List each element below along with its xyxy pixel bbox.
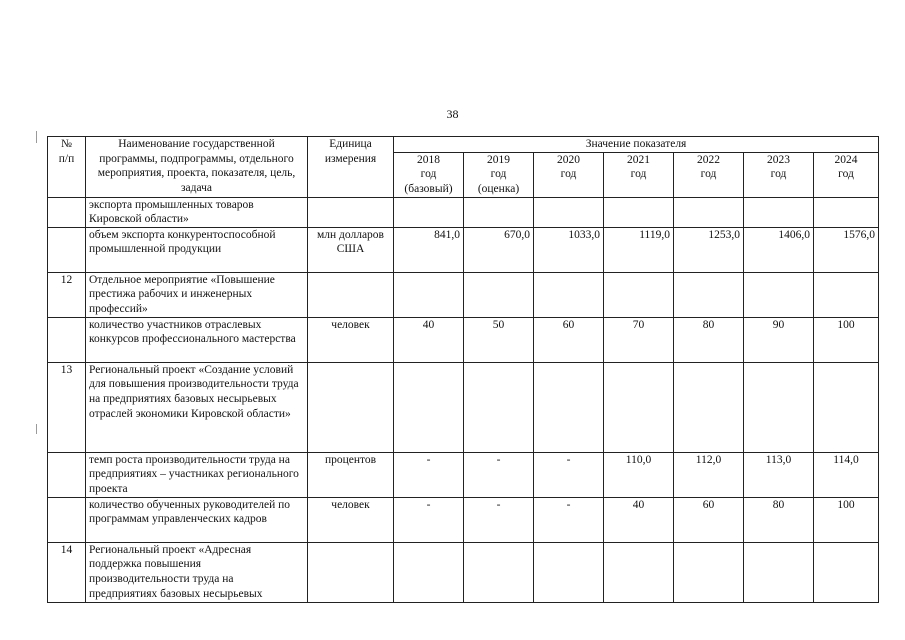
row-value: 80 [744, 497, 814, 542]
table-row [48, 272, 879, 317]
margin-mark [36, 131, 37, 143]
row-value [604, 197, 674, 227]
row-value [814, 542, 879, 602]
row-unit: млн долларов США [308, 227, 394, 272]
row-value: - [464, 497, 534, 542]
row-value [744, 272, 814, 317]
row-value [814, 362, 879, 452]
header-row [48, 137, 879, 153]
row-value [814, 272, 879, 317]
row-value: 110,0 [604, 452, 674, 497]
header-year: 2021 год [604, 152, 674, 197]
row-value: 113,0 [744, 452, 814, 497]
row-unit: процентов [308, 452, 394, 497]
row-num [48, 317, 86, 362]
row-value [534, 197, 604, 227]
row-value [744, 197, 814, 227]
row-value [814, 197, 879, 227]
row-value: - [394, 452, 464, 497]
row-value: 50 [464, 317, 534, 362]
row-value [674, 542, 744, 602]
row-value: 1406,0 [744, 227, 814, 272]
row-value: - [464, 452, 534, 497]
header-year: 2023 год [744, 152, 814, 197]
row-value [534, 542, 604, 602]
row-num [48, 227, 86, 272]
header-year: 2018 год (базовый) [394, 152, 464, 197]
table-row [48, 497, 879, 542]
row-unit [308, 272, 394, 317]
table-row [48, 317, 879, 362]
row-num: 13 [48, 362, 86, 452]
row-value [464, 272, 534, 317]
header-year: 2024 год [814, 152, 879, 197]
row-value: - [394, 497, 464, 542]
table-row [48, 362, 879, 452]
header-year: 2020 год [534, 152, 604, 197]
row-name: темп роста производительности труда на предприятиях – участниках регионального проекта [86, 452, 308, 497]
row-value [534, 272, 604, 317]
row-value: 40 [604, 497, 674, 542]
row-name: Региональный проект «Создание условий для повышения производительности труда на предприятиях базовых несырьевых отраслей экономики Кировской области» [86, 362, 308, 452]
row-num: 12 [48, 272, 86, 317]
header-year: 2019 год (оценка) [464, 152, 534, 197]
header-values-group: Значение показателя [394, 137, 879, 153]
row-value [464, 362, 534, 452]
row-name: Отдельное мероприятие «Повышение престижа рабочих и инженерных профессий» [86, 272, 308, 317]
row-name: Региональный проект «Адресная поддержка повышения производительности труда на предприятиях базовых несырьевых [86, 542, 308, 602]
table-row [48, 227, 879, 272]
row-value [744, 542, 814, 602]
row-value: 60 [674, 497, 744, 542]
row-value [464, 542, 534, 602]
row-value [674, 197, 744, 227]
row-value [464, 197, 534, 227]
row-value: 1576,0 [814, 227, 879, 272]
row-name: экспорта промышленных товаров Кировской области» [86, 197, 308, 227]
row-value: 60 [534, 317, 604, 362]
row-num [48, 452, 86, 497]
row-unit [308, 362, 394, 452]
row-value: 114,0 [814, 452, 879, 497]
row-num [48, 197, 86, 227]
row-value [394, 272, 464, 317]
row-value: 40 [394, 317, 464, 362]
row-value: 100 [814, 497, 879, 542]
row-value: - [534, 452, 604, 497]
row-value: 670,0 [464, 227, 534, 272]
header-name: Наименование государственной программы, подпрограммы, отдельного мероприятия, проекта, показателя, цель, задача [86, 137, 308, 198]
row-value [534, 362, 604, 452]
row-unit [308, 542, 394, 602]
indicators-table [47, 136, 879, 603]
row-name: количество обученных руководителей по программам управленческих кадров [86, 497, 308, 542]
page-number: 38 [446, 107, 459, 121]
row-value [674, 362, 744, 452]
row-value [604, 362, 674, 452]
row-value: 112,0 [674, 452, 744, 497]
row-value: 1253,0 [674, 227, 744, 272]
row-value: 100 [814, 317, 879, 362]
row-value: 1119,0 [604, 227, 674, 272]
row-unit [308, 197, 394, 227]
row-unit: человек [308, 497, 394, 542]
table-row [48, 542, 879, 602]
row-num [48, 497, 86, 542]
row-num: 14 [48, 542, 86, 602]
row-value: 80 [674, 317, 744, 362]
header-year: 2022 год [674, 152, 744, 197]
row-value: - [534, 497, 604, 542]
row-value [744, 362, 814, 452]
header-num: № п/п [48, 137, 86, 198]
row-value [394, 542, 464, 602]
row-value [604, 542, 674, 602]
header-unit: Единица измерения [308, 137, 394, 198]
row-value: 1033,0 [534, 227, 604, 272]
row-name: объем экспорта конкурентоспособной промышленной продукции [86, 227, 308, 272]
row-value: 90 [744, 317, 814, 362]
table-row [48, 197, 879, 227]
row-value [394, 197, 464, 227]
row-value [394, 362, 464, 452]
margin-mark [36, 424, 37, 434]
table-row [48, 452, 879, 497]
row-value [674, 272, 744, 317]
row-value: 841,0 [394, 227, 464, 272]
row-unit: человек [308, 317, 394, 362]
row-name: количество участников отраслевых конкурсов профессионального мастерства [86, 317, 308, 362]
row-value [604, 272, 674, 317]
row-value: 70 [604, 317, 674, 362]
